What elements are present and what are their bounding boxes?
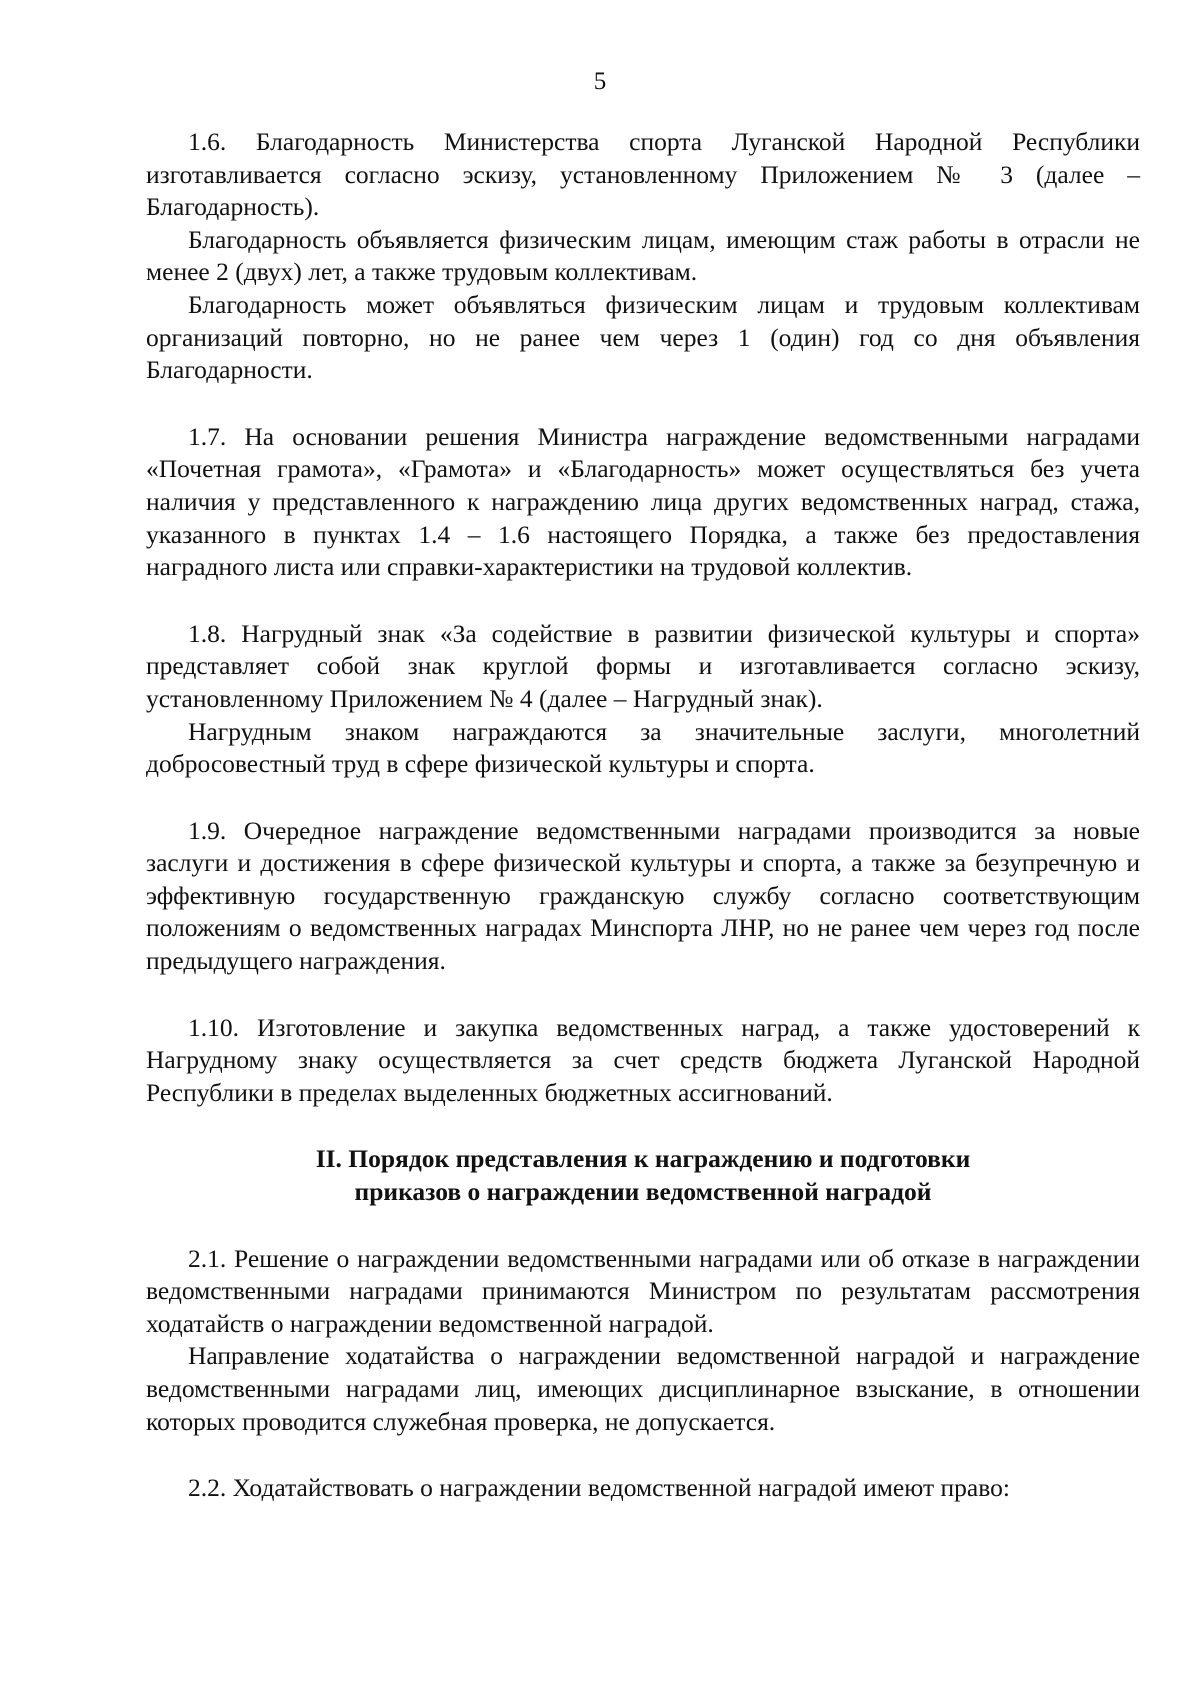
spacer [146, 1209, 1140, 1243]
paragraph-1-8: 1.8. Нагрудный знак «За содействие в развитии физической культуры и спорта» представляет собой знак круглой формы и изготавливается согласно эскизу, установленному Приложением № 4 (далее – Нагрудный знак). [146, 618, 1140, 713]
spacer [146, 584, 1140, 618]
paragraph-2-2: 2.2. Ходатайствовать о награждении ведомственной наградой имеют право: [188, 1473, 1010, 1503]
spacer [146, 387, 1140, 421]
paragraph-2-1: 2.1. Решение о награждении ведомственными наградами или об отказе в награждении ведомственными наградами принимаются Министром по результатам рассмотрения ходатайств о награждении ведомственной наградой. [146, 1243, 1140, 1338]
paragraph-1-10: 1.10. Изготовление и закупка ведомственных наград, а также удостоверений к Нагрудному знаку осуществляется за счет средств бюджета Луганской Народной Республики в пределах выделенных бюджетных ассигнований. [146, 1012, 1140, 1107]
spacer [146, 1438, 1140, 1472]
paragraph-1-6-eligibility: Благодарность объявляется физическим лицам, имеющим стаж работы в отрасли не менее 2 (двух) лет, а также трудовым коллективам. [146, 224, 1140, 287]
paragraph-1-7: 1.7. На основании решения Министра награждение ведомственными наградами «Почетная грамота», «Грамота» и «Благодарность» может осуществляться без учета наличия у представленного к награждению лица других ведомственных наград, стажа, указанного в пунктах 1.4 – 1.6 настоящего Порядка, а также без предоставления наградного листа или справки-характеристики на трудовой коллектив. [146, 421, 1140, 582]
paragraph-1-9: 1.9. Очередное награждение ведомственными наградами производится за новые заслуги и достижения в сфере физической культуры и спорта, а также за безупречную и эффективную государственную гражданскую службу согласно соответствующим положениям о ведомственных наградах Минспорта ЛНР, но не ранее чем через год после предыдущего награждения. [146, 815, 1140, 976]
paragraph-1-6: 1.6. Благодарность Министерства спорта Луганской Народной Республики изготавливается согласно эскизу, установленному Приложением № 3 (далее – Благодарность). [146, 127, 1140, 222]
section-heading-line-1: II. Порядок представления к награждению и подготовки [315, 1144, 971, 1174]
paragraph-2-1-restriction: Направление ходатайства о награждении ведомственной наградой и награждение ведомственными наградами лиц, имеющих дисциплинарное взыскание, в отношении которых проводится служебная проверка, не допускается. [146, 1341, 1140, 1436]
paragraph-1-8-recipients: Нагрудным знаком награждаются за значительные заслуги, многолетний добросовестный труд в сфере физической культуры и спорта. [146, 716, 1140, 779]
paragraph-1-6-repeat: Благодарность может объявляться физическим лицам и трудовым коллективам организаций повторно, но не ранее чем через 1 (один) год со дня объявления Благодарности. [146, 289, 1140, 385]
spacer [146, 781, 1140, 815]
page-number: 5 [593, 68, 607, 95]
spacer [146, 1109, 1140, 1143]
section-heading-2 [146, 1143, 1140, 1208]
spacer [146, 978, 1140, 1012]
document-body [146, 126, 1140, 1505]
section-heading-line-2: приказов о награждении ведомственной наградой [354, 1177, 932, 1207]
